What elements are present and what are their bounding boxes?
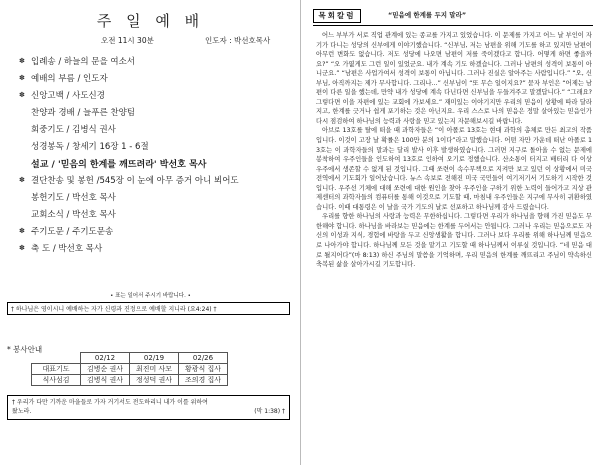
order-item-text: 설교 / '믿음의 한계를 깨뜨려라' 박선호 목사 <box>31 159 207 170</box>
pastor-column <box>306 0 596 465</box>
order-item-text: 교회소식 / 박선호 목사 <box>31 210 116 220</box>
order-item <box>19 139 291 153</box>
bullet-icon: ✽ <box>19 244 25 252</box>
order-item <box>19 122 291 136</box>
title-rule <box>313 25 593 26</box>
service-guide-title: * 봉사안내 <box>7 345 43 354</box>
order-item-text: 성경봉독 / 창세기 16장 1 - 6절 <box>31 142 149 152</box>
bullet-icon: ✽ <box>19 227 25 235</box>
bullet-icon: ✽ <box>19 91 25 99</box>
table-cell: 정성덕 권사 <box>130 375 179 386</box>
table-cell: 김병식 권사 <box>81 375 130 386</box>
order-item <box>19 241 291 255</box>
standing-note: • 표는 일어서 주시기 바랍니다. • <box>110 293 191 299</box>
table-cell: 김병순 권사 <box>81 364 130 375</box>
service-table <box>31 352 228 386</box>
column-body <box>316 31 592 270</box>
closing-verse-ref: (막 1:38) † <box>254 408 285 415</box>
order-of-service-column <box>5 0 296 465</box>
table-header-date: 02/12 <box>81 353 130 364</box>
order-item <box>19 88 291 102</box>
bullet-icon: ✽ <box>19 176 25 184</box>
order-item-text: 주기도문 / 주기도문송 <box>31 227 114 237</box>
closing-verse-box <box>7 395 290 420</box>
verse-box: † 하나님은 영이시니 예배하는 자가 신령과 진정으로 예배할 지니라 (요4:24) † <box>7 302 290 315</box>
order-item <box>19 207 291 221</box>
order-item-text: 축 도 / 박선호 목사 <box>31 244 103 254</box>
column-label: 목회칼럼 <box>313 9 361 23</box>
order-item-text: 신앙고백 / 사도신경 <box>31 91 105 101</box>
order-item <box>19 224 291 238</box>
closing-verse-line2: 왔노라. <box>12 408 32 415</box>
order-item-text: 봉헌기도 / 박선호 목사 <box>31 193 116 203</box>
order-item-text: 찬양과 경배 / 늘푸른 찬양팀 <box>31 108 135 118</box>
table-cell: 조의경 집사 <box>179 375 228 386</box>
order-item <box>19 54 291 68</box>
table-header-date: 02/26 <box>179 353 228 364</box>
order-items <box>19 54 291 255</box>
table-row <box>32 364 228 375</box>
order-item <box>19 173 291 187</box>
bullet-icon: ✽ <box>19 57 25 65</box>
order-item <box>19 71 291 85</box>
table-header-row <box>32 353 228 364</box>
service-time: 오전 11시 30분 <box>101 36 154 45</box>
column-paragraph: 어느 부부가 서로 직업 관계에 있는 종교를 가지고 있었습니다. 이 문제를 가지고 어느 날 부인이 자기가 다니는 성당의 신부에게 이야기했습니다. “신부님, 저는 남편을 위해 기도를 하고 있지만 남편이 아무런 변화도 없습니다. 저도 성당에 나오면 남편이 저를 죽이겠다고 합니다. 어떻게 하면 좋을까요?” “오 가엾게도 그런 일이 있었군요. 내가 계속 기도 하겠습니다. 그러나 남편의 성격이 보통이 아니군요.” “남편은 사업가여서 성격이 보통이 아닙니다. 그러나 진실은 알아주는 사람입니다.” “오, 신부님, 아직까지는 제가 무사합니다. 그리나...” 신부님이 “또 무슨 일이지요?” 묻자 부인은 “어제는 남편이 다른 일을 했는데, 만약 내가 성당에 계속 다닌다면 신부님을 두들겨주고 말겠답니다.” “그래요? 그렇다면 이을 자편에 있는 교회에 가보세요.” 재미있는 이야기지만 우리의 믿음이 상황에 따라 달라지고, 한계를 긋거나 쉽게 포기하는 것은 아닌지요. 우리 스스로 나의 믿음은 정말 살아있는 믿음인가 다시 점검하여 하나님의 능력과 사랑을 믿고 있는지 자문해보시길 바랍니다. <box>316 32 592 125</box>
service-leader: 인도자 : 박선호목사 <box>205 36 271 45</box>
column-divider <box>300 0 301 465</box>
table-header-date: 02/19 <box>130 353 179 364</box>
table-row-label: 대표기도 <box>32 364 81 375</box>
table-cell: 최진미 사모 <box>130 364 179 375</box>
column-paragraph: 우리를 향한 하나님의 사랑과 능력은 무한하십니다. 그렇다면 우리가 하나님을 향해 가진 믿음도 무한해야 합니다. 하나님을 바라보는 믿음에는 한계를 두어서는 안됩니다. 그러나 우리는 믿음으로도 자신의 이성과 지식, 경험에 바탕을 두고 신앙생활을 합니다. 그러나 보다 우리를 위해 하나님께 믿음으로 나아가야 합니다. 하나님께 모든 것을 맡기고 기도할 때 하나님께서 이루실 것입니다. “네 믿음 대로 될지어다”(마 8:13) 하신 주님의 말씀을 기억하며, 우리 믿음의 한계를 깨뜨리고 주님이 약속하신 축복된 삶을 살아가시길 기도합니다. <box>316 213 592 269</box>
order-title: 주 일 예 배 <box>96 12 205 30</box>
bullet-icon: ✽ <box>19 74 25 82</box>
table-row <box>32 375 228 386</box>
closing-verse-line1: † 우리가 다만 기까운 마을들로 가자 거기서도 전도하리니 내가 이를 위하여 <box>12 399 208 406</box>
order-item <box>19 190 291 204</box>
order-item-text: 회중기도 / 김병식 권사 <box>31 125 116 135</box>
table-cell: 황광식 집사 <box>179 364 228 375</box>
order-item-text: 결단찬송 및 봉헌 /545장 이 눈에 아무 증거 아니 뵈어도 <box>31 176 239 186</box>
table-row-label: 식사섬김 <box>32 375 81 386</box>
order-item-text: 입례송 / 하늘의 문을 여소서 <box>31 57 135 67</box>
column-paragraph: 아브로 13호를 탈에 떠을 때 과학자들은 “이 아폴로 13호는 현대 과학의 총체로 만든 최고의 작품입니다. 이것이 고장 날 확률은 100만 분의 1이다”라고 말했습니다. 어떤 자만 가운데 떠난 아폴로 13호는 이 과학자들의 말과는 달리 발사 이후 발생하였습니다. 그러면 지구로 돌아올 수 없는 문제에 봉착하여 우주인들을 인도하여 13호로 인하여 오기로 정했습니다. 산소통이 터지고 배터리 다 이상 우주에서 생존할 수 없게 된 것입니다. 그때 쏘련이 속수무책으로 지켜만 보고 있던 이 상황에서 미국 전역에서 기도회가 일어났습니다. 뉴스 속보로 전해진 미국 국민들이 여기저기서 기도하기 시작한 것입니다. 우주선 기체에 대해 쏘련에 대한 원인을 찾아 우주인을 구하기 위한 노력이 들어가고 지상 관제센터의 과학자들의 컴퓨터를 통해 이것으로 기도할 때, 마침내 우주인들은 지구에 무사히 귀환하였습니다. 이때 대통령은 이 날을 국가 기도의 날로 선포하고 하나님께 감사 드렸습니다. <box>316 127 592 211</box>
column-title: “믿음에 한계를 두지 말라” <box>388 11 467 19</box>
order-item-text: 예배의 부름 / 인도자 <box>31 74 108 84</box>
order-item-sermon <box>19 156 291 170</box>
order-item <box>19 105 291 119</box>
